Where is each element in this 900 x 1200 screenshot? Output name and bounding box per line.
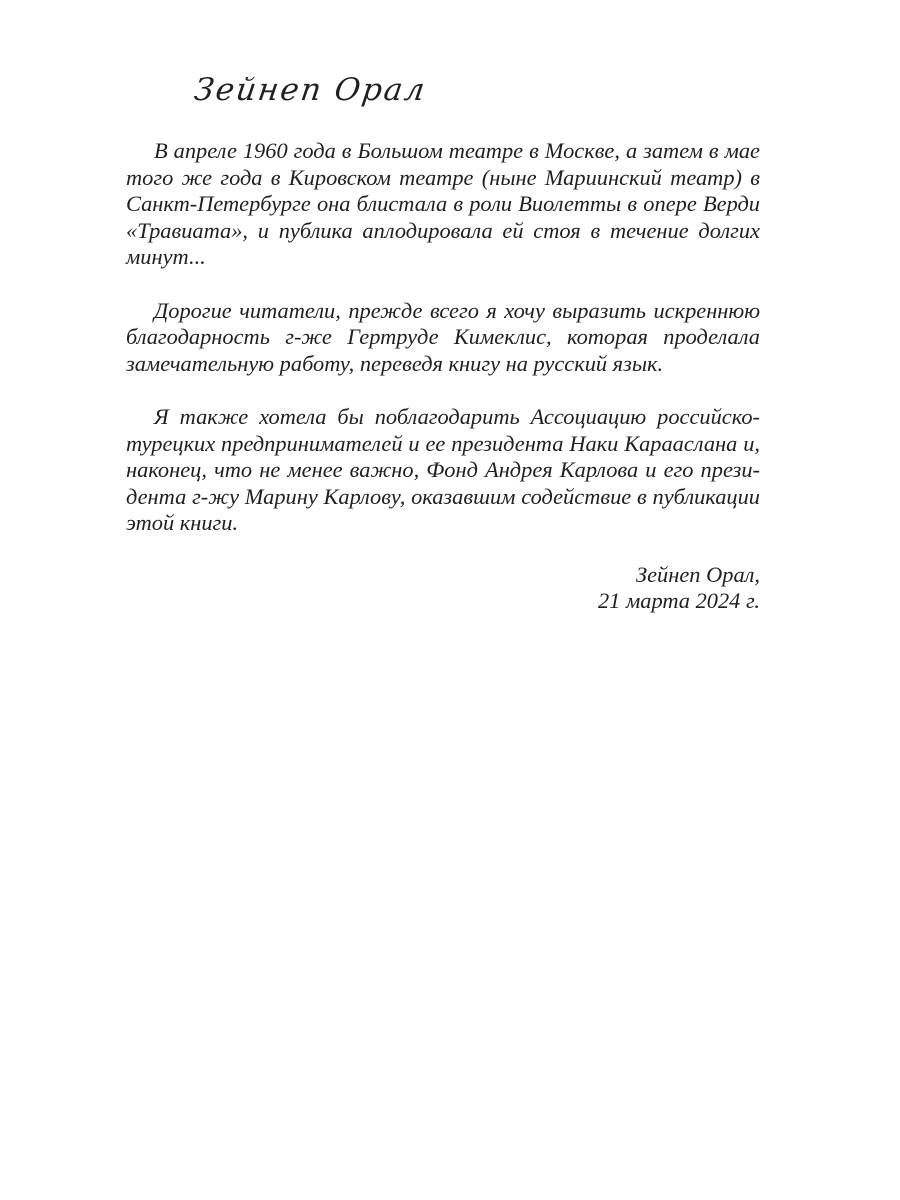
closing-author-name: Зейнеп Орал, bbox=[636, 561, 760, 587]
author-signature-heading: Зейнеп Орал bbox=[192, 72, 429, 108]
paragraph-sponsors-thanks: Я также хотела бы поблагодарить Ассоциацию российско-турецких предпринимателей и ее президента Наки Карааслана и, наконец, что не менее важно, Фонд Андрея Карлова и его президента г-жу Марину Карлову, оказавшим содействие в публикации этой книги. bbox=[126, 403, 760, 536]
letter-body bbox=[126, 138, 760, 615]
closing-date: 21 марта 2024 г. bbox=[597, 588, 760, 614]
closing-signature bbox=[126, 562, 760, 615]
paragraph-bolshoi-performance: В апреле 1960 года в Большом театре в Москве, а затем в мае того же года в Кировском театре (ныне Мариинский театр) в Санкт-Петербурге она блистала в роли Виолетты в опере Верди «Травиата», и публика аплодировала ей стоя в течение долгих минут... bbox=[126, 138, 760, 270]
paragraph-translator-thanks: Дорогие читатели, прежде всего я хочу выразить искреннюю благодарность г-же Гертруде Кимеклис, которая проделала замечательную работу, переведя книгу на русский язык. bbox=[126, 297, 760, 376]
